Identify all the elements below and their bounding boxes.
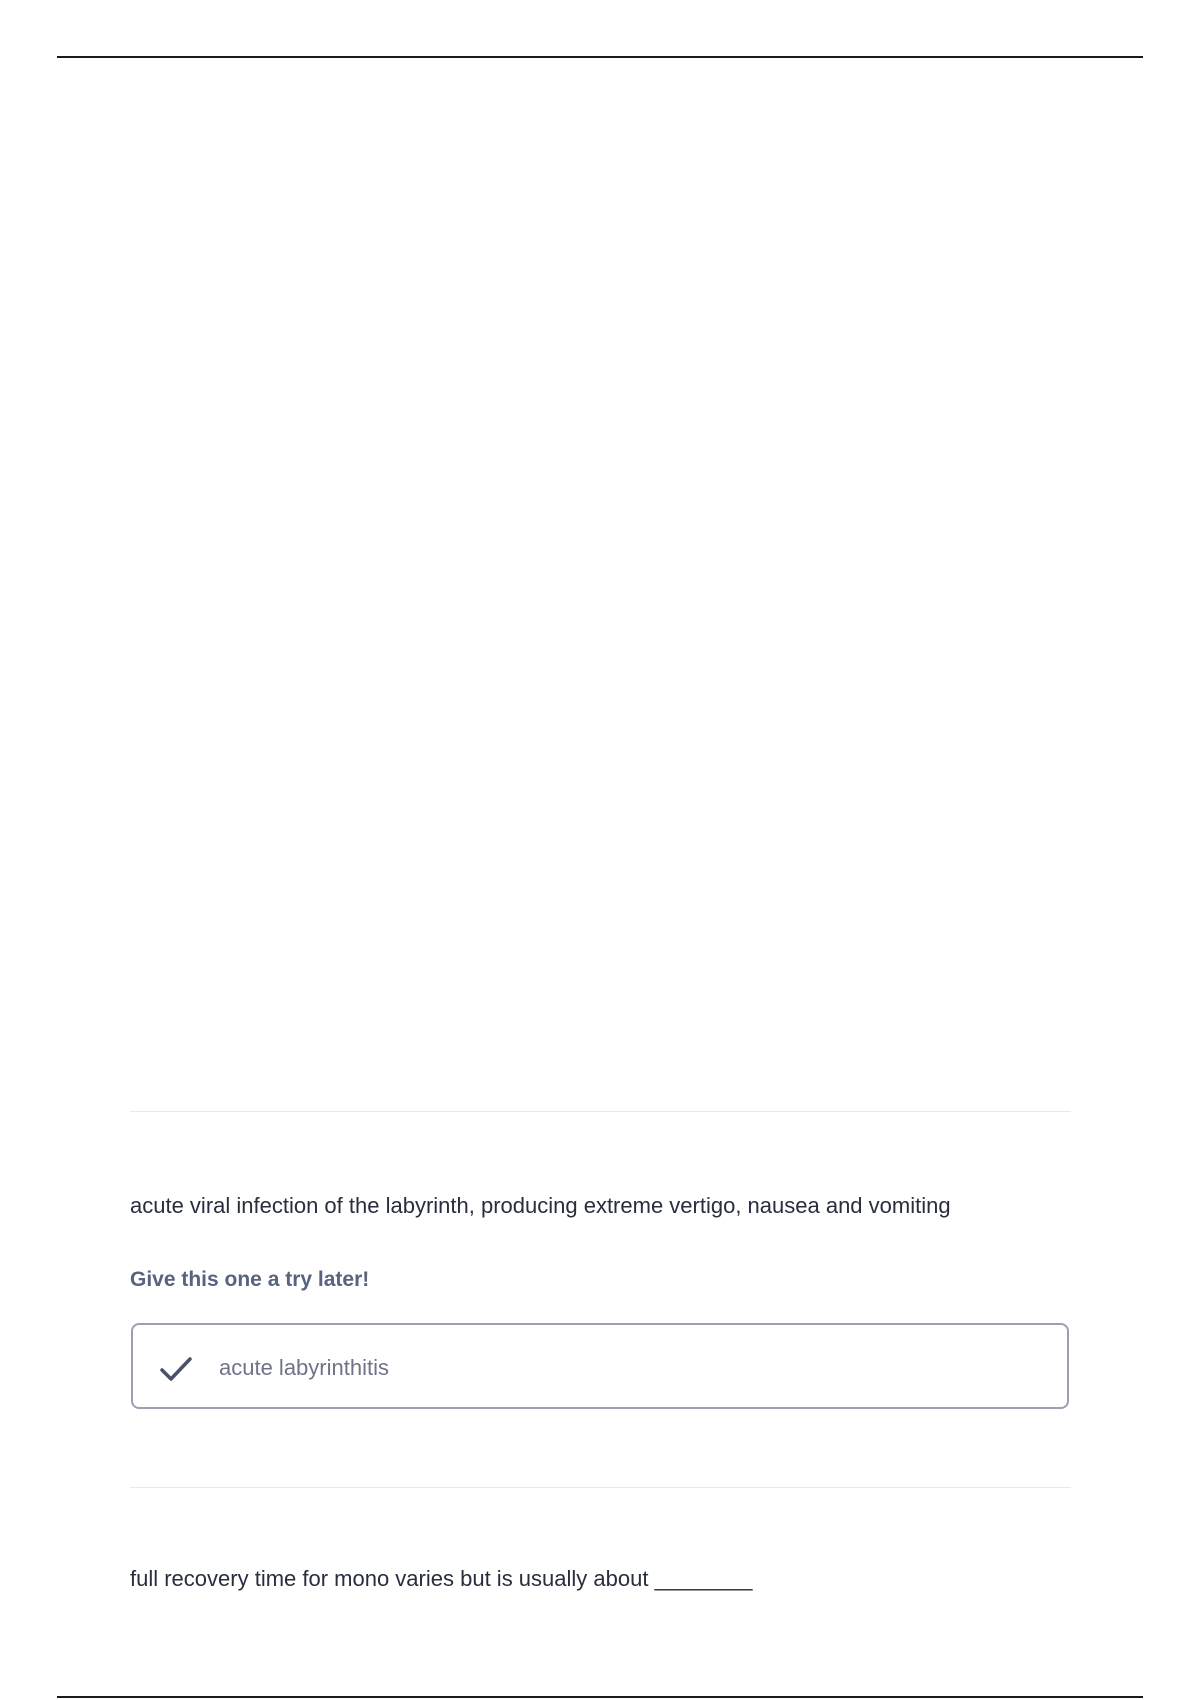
question-text: full recovery time for mono varies but is usually about ________ xyxy=(130,1566,753,1591)
card-divider xyxy=(130,1487,1071,1488)
page-bottom-rule xyxy=(57,1696,1143,1698)
page-top-rule xyxy=(57,56,1143,58)
check-icon xyxy=(159,1355,193,1383)
question-text: acute viral infection of the labyrinth, producing extreme vertigo, nausea and vomiting xyxy=(130,1193,951,1218)
answer-option[interactable] xyxy=(131,1323,1069,1409)
card-divider xyxy=(130,1111,1071,1112)
answer-label: acute labyrinthitis xyxy=(219,1355,389,1380)
hint-text: Give this one a try later! xyxy=(130,1268,370,1291)
